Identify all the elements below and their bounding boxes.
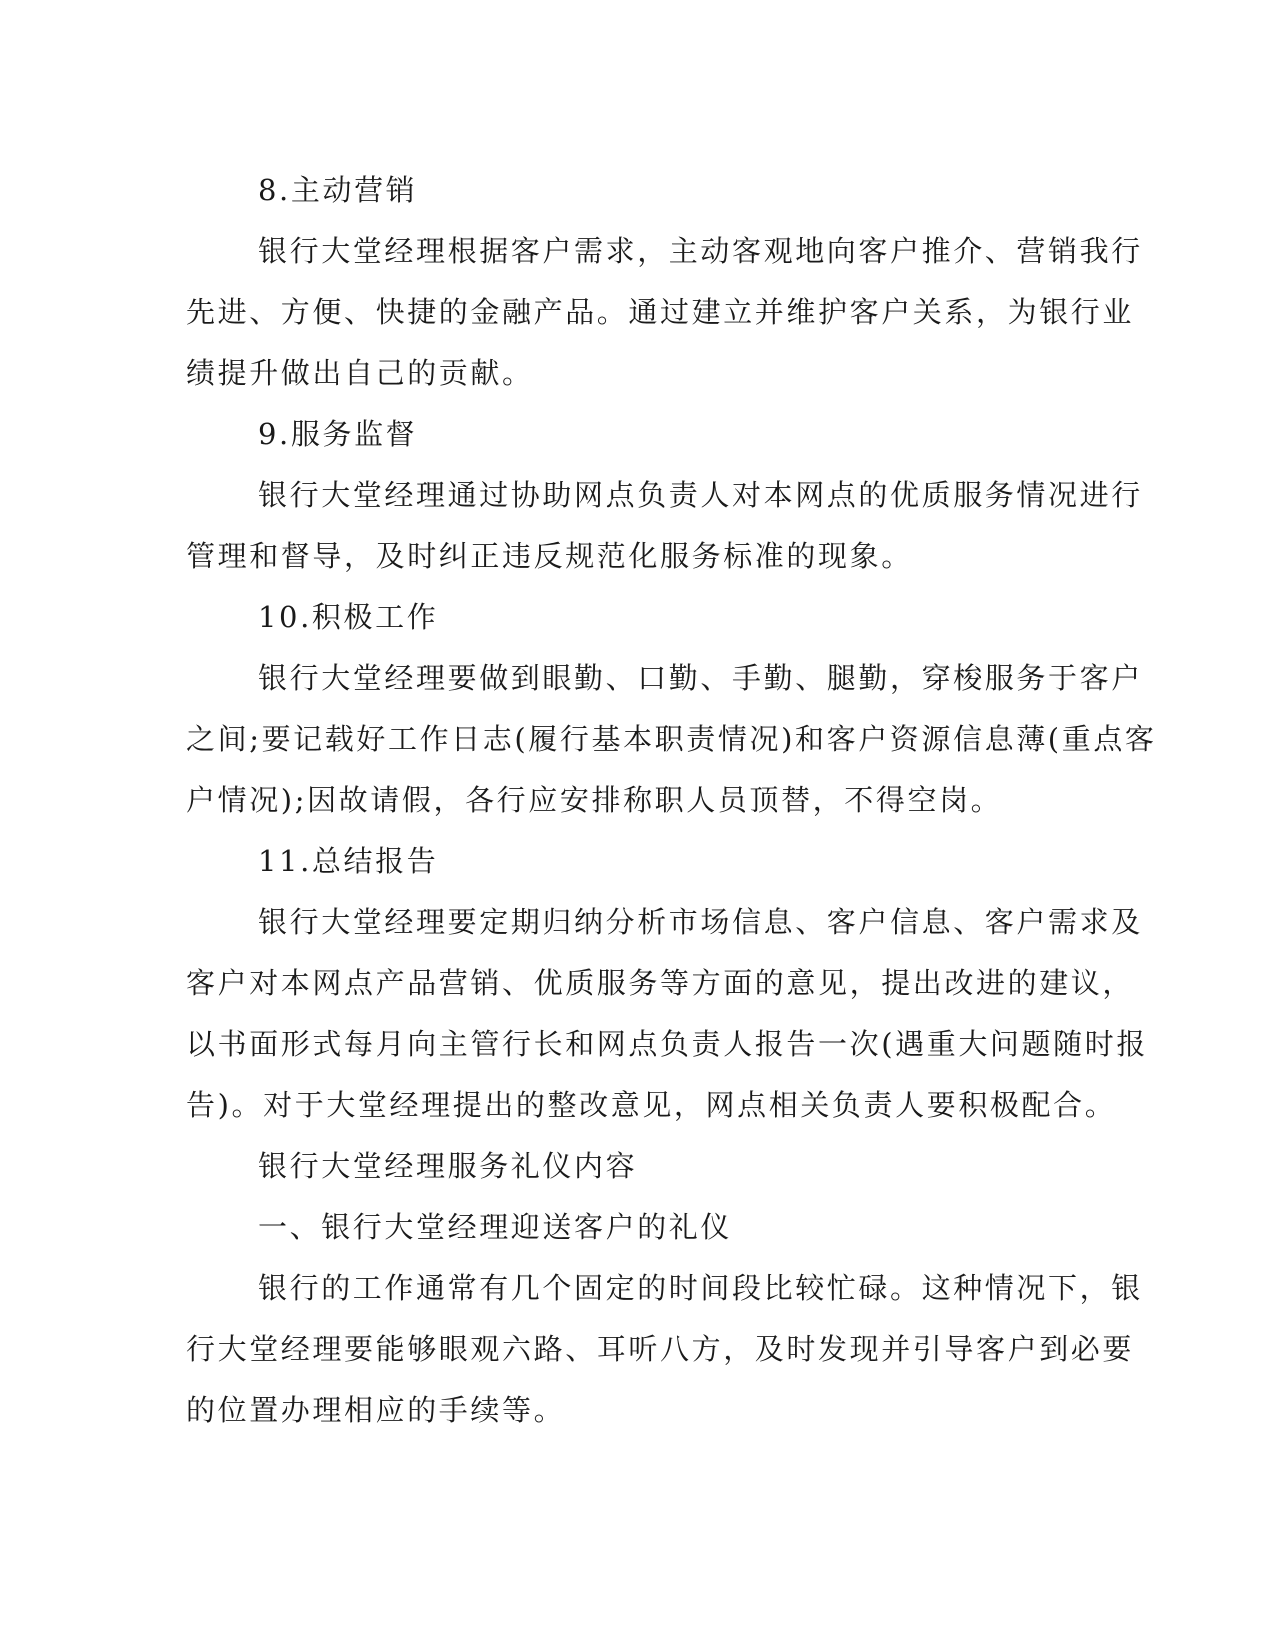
paragraph-line: 的位置办理相应的手续等。 [186, 1393, 566, 1427]
paragraph-line: 银行大堂经理要定期归纳分析市场信息、客户信息、客户需求及 [258, 905, 1143, 939]
paragraph-line: 先进、方便、快捷的金融产品。通过建立并维护客户关系，为银行业 [186, 295, 1135, 329]
paragraph-line: 银行大堂经理根据客户需求，主动客观地向客户推介、营销我行 [258, 234, 1143, 268]
heading-11-summary-report: 11.总结报告 [258, 844, 439, 878]
paragraph-line: 行大堂经理要能够眼观六路、耳听八方，及时发现并引导客户到必要 [186, 1332, 1135, 1366]
heading-8-proactive-marketing: 8.主动营销 [258, 173, 418, 207]
paragraph-line: 告)。对于大堂经理提出的整改意见，网点相关负责人要积极配合。 [186, 1088, 1117, 1122]
subsection-title-greeting-etiquette: 一、银行大堂经理迎送客户的礼仪 [258, 1210, 733, 1244]
section-title-etiquette: 银行大堂经理服务礼仪内容 [258, 1149, 638, 1183]
paragraph-line: 以书面形式每月向主管行长和网点负责人报告一次(遇重大问题随时报 [186, 1027, 1148, 1061]
paragraph-line: 银行大堂经理通过协助网点负责人对本网点的优质服务情况进行 [258, 478, 1143, 512]
paragraph-line: 之间;要记载好工作日志(履行基本职责情况)和客户资源信息薄(重点客 [186, 722, 1157, 756]
heading-9-service-supervision: 9.服务监督 [258, 417, 418, 451]
paragraph-line: 管理和督导，及时纠正违反规范化服务标准的现象。 [186, 539, 913, 573]
heading-10-active-work: 10.积极工作 [258, 600, 439, 634]
paragraph-line: 绩提升做出自己的贡献。 [186, 356, 534, 390]
document-body [186, 160, 1157, 1441]
paragraph-line: 银行大堂经理要做到眼勤、口勤、手勤、腿勤，穿梭服务于客户 [258, 661, 1143, 695]
paragraph-line: 客户对本网点产品营销、优质服务等方面的意见，提出改进的建议， [186, 966, 1135, 1000]
paragraph-line: 户情况);因故请假，各行应安排称职人员顶替，不得空岗。 [186, 783, 1003, 817]
paragraph-line: 银行的工作通常有几个固定的时间段比较忙碌。这种情况下，银 [258, 1271, 1143, 1305]
